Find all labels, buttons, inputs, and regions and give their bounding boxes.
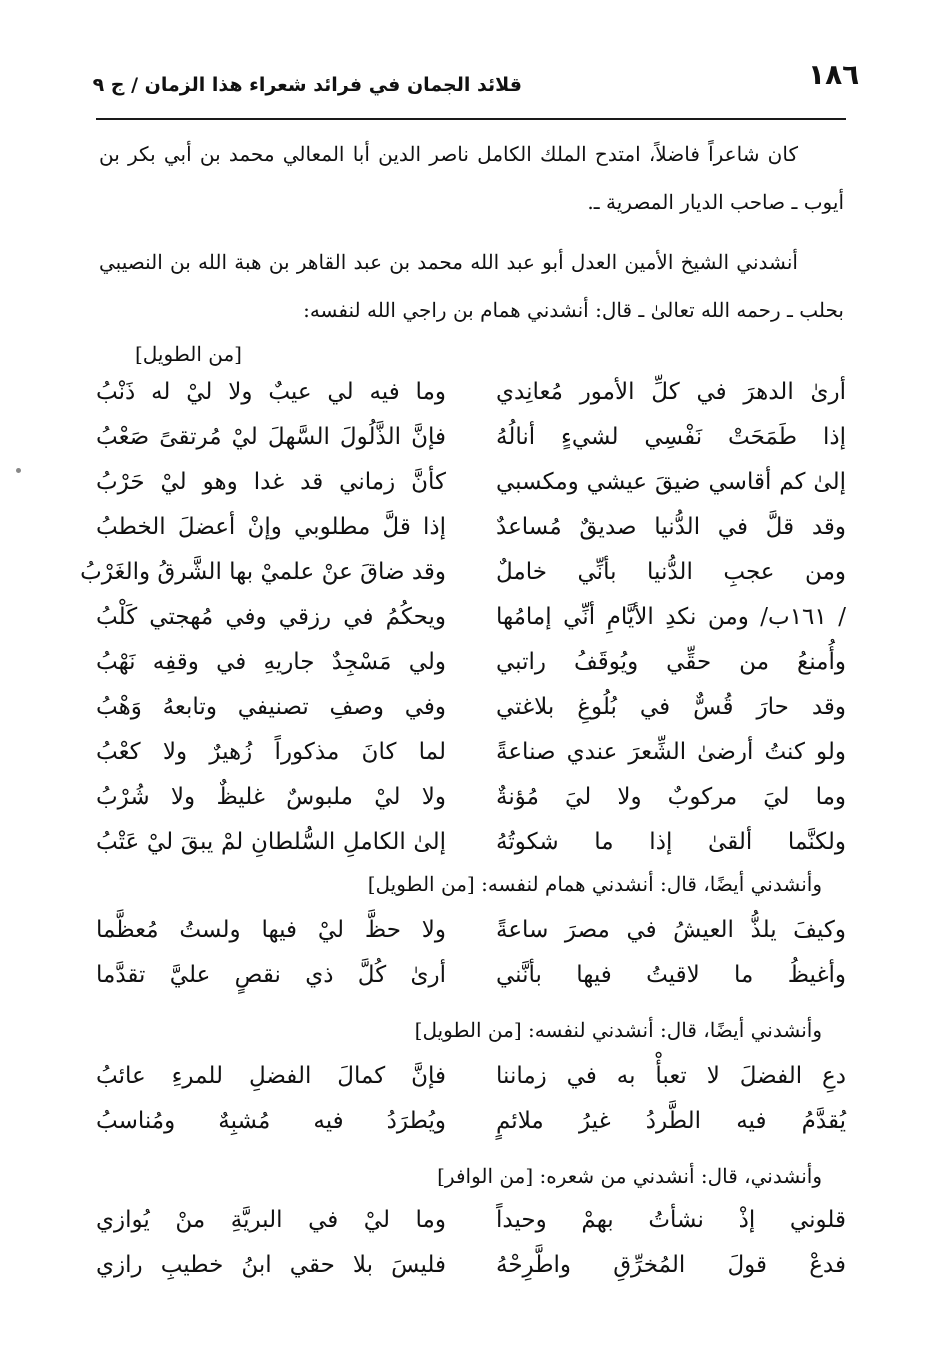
verse-second-hemistich: وما فيه لي عيبٌ ولا ليْ له ذَنْبُ: [96, 379, 446, 405]
poem-2: [96, 908, 846, 998]
verse-second-hemistich: ولا ليْ ملبوسٌ غليظٌ ولا شُرْبُ: [96, 784, 446, 810]
verse-second-hemistich: وقد ضاقَ عنْ علميْ بها الشَّرقُ والغَرْبُ: [80, 559, 446, 585]
verse-second-hemistich: وفي وصفِ تصنيفي وتابعهُ وَهْبُ: [96, 694, 446, 720]
verse-second-hemistich: كأنَّ زماني قد غدا وهو ليْ حَرْبُ: [96, 469, 446, 495]
verse: [96, 953, 846, 998]
verse: [96, 370, 846, 415]
poem-1: [80, 370, 846, 865]
verse: [96, 1198, 846, 1243]
poem-2-intro-text: وأنشدني أيضًا، قال: أنشدني همام لنفسه:: [481, 872, 822, 896]
verse-second-hemistich: لما كانَ مذكوراً زُهيرٌ ولا كعْبُ: [96, 739, 446, 765]
margin-speck: [16, 468, 21, 473]
verse-first-hemistich: إذا طَمَحَتْ نَفْسِي لشيءٍ أنالُهُ: [496, 424, 846, 450]
verse-second-hemistich: فليسَ بلا حقي ابنُ خطيبِ رازي: [96, 1252, 446, 1278]
verse-first-hemistich: ولكنَّما ألقىٰ إذا ما شكوتُهُ: [496, 829, 846, 855]
verse: [96, 640, 846, 685]
verse-second-hemistich: وما ليْ في البريَّةِ منْ يُوازي: [96, 1207, 446, 1233]
verse: [96, 1054, 846, 1099]
verse: [96, 1099, 846, 1144]
verse: [96, 460, 846, 505]
poem-4-intro-text: وأنشدني، قال: أنشدني من شعره:: [539, 1164, 822, 1188]
verse-first-hemistich: يُقدَّمُ فيه الطَّردُ غيرُ ملائمٍ: [496, 1108, 846, 1134]
verse-first-hemistich: وما ليَ مركوبٌ ولا ليَ مُؤنةٌ: [496, 784, 846, 810]
verse: [96, 685, 846, 730]
verse-first-hemistich: دعِ الفضلَ لا تعبأْ به في زماننا: [496, 1063, 846, 1089]
verse-second-hemistich: ويحكُمُ في رزقي وفي مُهجتي كَلْبُ: [96, 604, 446, 630]
verse-second-hemistich: ولي مَسْجِدٌ جاريهِ في وقفِه نَهْبُ: [96, 649, 446, 675]
verse: [96, 908, 846, 953]
biography-paragraph: كان شاعراً فاضلاً، امتدح الملك الكامل ناصر الدين أبا المعالي محمد بن أبي بكر بن أيوب ـ صاحب الديار المصرية ـ.: [99, 142, 844, 214]
verse: [96, 415, 846, 460]
verse: [96, 595, 846, 640]
poem-3-meter: [من الطويل]: [414, 1018, 522, 1042]
verse-first-hemistich: فدعْ قولَ المُخرِّقِ واطَّرِحْهُ: [496, 1252, 846, 1278]
verse-first-hemistich: ولو كنتُ أرضىٰ الشِّعرَ عندي صناعةً: [496, 739, 846, 765]
header-rule: [96, 118, 846, 120]
verse-first-hemistich: وقد حارَ قُسٌّ في بُلُوغِ بلاغتي: [496, 694, 846, 720]
poem-1-meter: [من الطويل]: [134, 342, 242, 366]
verse-second-hemistich: إلىٰ الكاملِ السُّلطانِ لمْ يبقَ ليْ عَتْبُ: [96, 829, 446, 855]
verse: [96, 1243, 846, 1288]
verse-first-hemistich: ومن عجبِ الدُّنيا بأنِّي خاملٌ: [496, 559, 846, 585]
poem-4-meter: [من الوافر]: [437, 1164, 534, 1188]
verse-first-hemistich: / ١٦١ب/ ومن نكدِ الأيَّامِ أنِّي إمامُها: [496, 604, 846, 630]
verse-first-hemistich: أرىٰ الدهرَ في كلِّ الأمور مُعانِدي: [496, 379, 846, 405]
poem-3-intro-text: وأنشدني أيضًا، قال: أنشدني لنفسه:: [528, 1018, 822, 1042]
running-title: قلائد الجمان في فرائد شعراء هذا الزمان / ج ٩: [92, 74, 522, 96]
verse-first-hemistich: وأُمنعُ من حقِّي ويُوقَفُ راتبي: [496, 649, 846, 675]
verse-second-hemistich: ولا حظَّ ليْ فيها ولستُ مُعظَّما: [96, 917, 446, 943]
verse: [96, 505, 846, 550]
verse-second-hemistich: ويُطرَدُ فيه مُشبِهٌ ومُناسبُ: [96, 1108, 446, 1134]
verse: [96, 730, 846, 775]
poem-3-intro: [415, 1018, 822, 1042]
attribution-paragraph: أنشدني الشيخ الأمين العدل أبو عبد الله محمد بن عبد القاهر بن هبة الله بن النصيبي بحلب ـ رحمه الله تعالىٰ ـ قال: أنشدني همام بن راجي الله لنفسه:: [99, 250, 844, 322]
verse-second-hemistich: فإنَّ الذَّلُولَ السَّهلَ ليْ مُرتقىً صَعْبُ: [96, 424, 446, 450]
poem-2-intro: [368, 872, 822, 896]
page-number: ١٨٦: [808, 58, 860, 91]
verse: [96, 775, 846, 820]
verse: [80, 550, 846, 595]
verse-first-hemistich: وقد قلَّ في الدُّنيا صديقٌ مُساعدٌ: [496, 514, 846, 540]
poem-4-intro: [437, 1164, 822, 1188]
verse-first-hemistich: وأغيظُ ما لاقيتُ فيها بأنَّني: [496, 962, 846, 988]
verse: [96, 820, 846, 865]
verse-first-hemistich: قلوني إذْ نشأتُ بهمْ وحيداً: [496, 1207, 846, 1233]
verse-second-hemistich: إذا قلَّ مطلوبي وإنْ أعضلَ الخطبُ: [96, 514, 446, 540]
verse-second-hemistich: أرىٰ كُلَّ ذي نقصٍ عليَّ تقدَّما: [96, 962, 446, 988]
verse-first-hemistich: إلىٰ كم أقاسي ضيقَ عيشي ومكسبي: [496, 469, 846, 495]
poem-2-meter: [من الطويل]: [367, 872, 475, 896]
verse-first-hemistich: وكيفَ يلذُّ العيشُ في مصرَ ساعةً: [496, 917, 846, 943]
verse-second-hemistich: فإنَّ كمالَ الفضلِ للمرءِ عائبُ: [96, 1063, 446, 1089]
poem-3: [96, 1054, 846, 1144]
poem-4: [96, 1198, 846, 1288]
